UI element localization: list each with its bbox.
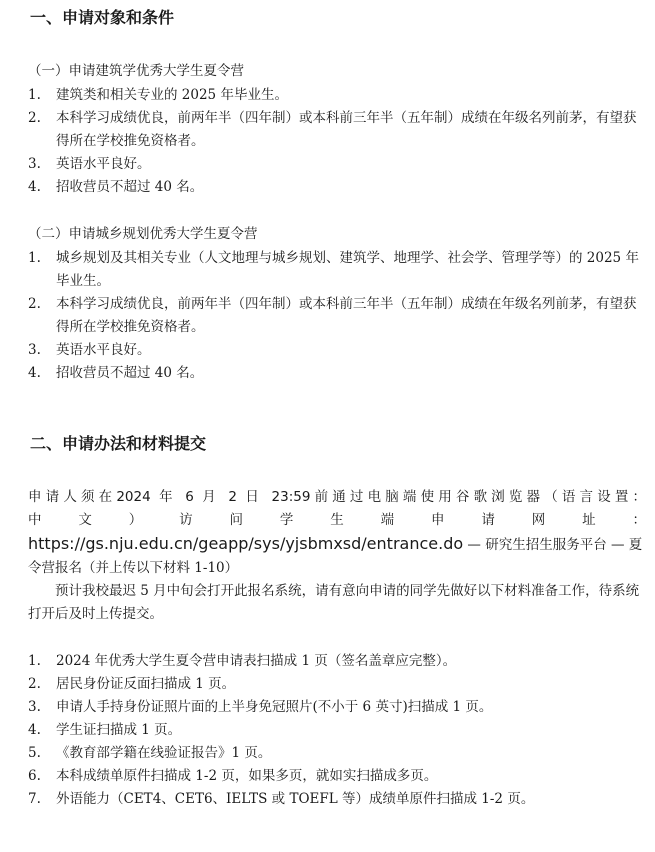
list-item: 3. 英语水平良好。 bbox=[28, 342, 151, 358]
list-item: 4. 学生证扫描成 1 页。 bbox=[28, 722, 182, 738]
section-1-heading: 一、申请对象和条件 bbox=[30, 8, 175, 27]
section-2-heading: 二、申请办法和材料提交 bbox=[30, 434, 207, 453]
list-item: 1. 城乡规划及其相关专业（人文地理与城乡规划、建筑学、地理学、社会学、管理学等）的 2025 年毕业生。 bbox=[28, 250, 639, 289]
list-item: 7. 外语能力（CET4、CET6、IELTS 或 TOEFL 等）成绩单原件扫描成 1-2 页。 bbox=[28, 791, 535, 807]
list-item: 2. 居民身份证反面扫描成 1 页。 bbox=[28, 676, 236, 692]
deadline-text: 2024 年 6 月 2 日 23:59 bbox=[116, 489, 311, 505]
list-item: 6. 本科成绩单原件扫描成 1-2 页，如果多页，就如实扫描成多页。 bbox=[28, 768, 438, 784]
list-item: 2. 本科学习成绩优良，前两年半（四年制）或本科前三年半（五年制）成绩在年级名列前茅，有望获得所在学校推免资格者。 bbox=[28, 296, 637, 335]
instructions-line-1: 申请人须在2024 年 6 月 2 日 23:59前通过电脑端使用谷歌浏览器（语言设置： bbox=[28, 489, 647, 505]
list-item: 2. 本科学习成绩优良，前两年半（四年制）或本科前三年半（五年制）成绩在年级名列前茅，有望获得所在学校推免资格者。 bbox=[28, 110, 637, 149]
application-instructions bbox=[28, 486, 646, 626]
instructions-line-3 bbox=[28, 534, 643, 576]
list-item: 1. 建筑类和相关专业的 2025 年毕业生。 bbox=[28, 87, 288, 103]
list-item: 5. 《教育部学籍在线验证报告》1 页。 bbox=[28, 745, 272, 761]
list-item: 3. 申请人手持身份证照片面的上半身免冠照片(不小于 6 英寸)扫描成 1 页。 bbox=[28, 699, 493, 715]
portal-path-text: — 研究生招生服务平台 — 夏令营报名（并上传以下材料 1-10） bbox=[28, 537, 643, 576]
subsection-1-title: （一）申请建筑学优秀大学生夏令营 bbox=[28, 63, 244, 79]
system-open-note: 预计我校最迟 5 月中旬会打开此报名系统，请有意向申请的同学先做好以下材料准备工作，待系统打开后及时上传提交。 bbox=[28, 583, 640, 622]
list-item: 4. 招收营员不超过 40 名。 bbox=[28, 365, 204, 381]
list-item: 4. 招收营员不超过 40 名。 bbox=[28, 179, 204, 195]
instructions-line-2: 中文）访问学生端申请网址： bbox=[28, 512, 646, 528]
subsection-2-title: （二）申请城乡规划优秀大学生夏令营 bbox=[28, 226, 258, 242]
application-url-link[interactable]: https://gs.nju.edu.cn/geapp/sys/yjsbmxsd/entrance.do bbox=[28, 534, 464, 553]
list-item: 3. 英语水平良好。 bbox=[28, 156, 151, 172]
list-item: 1. 2024 年优秀大学生夏令营申请表扫描成 1 页（签名盖章应完整）。 bbox=[28, 653, 457, 669]
